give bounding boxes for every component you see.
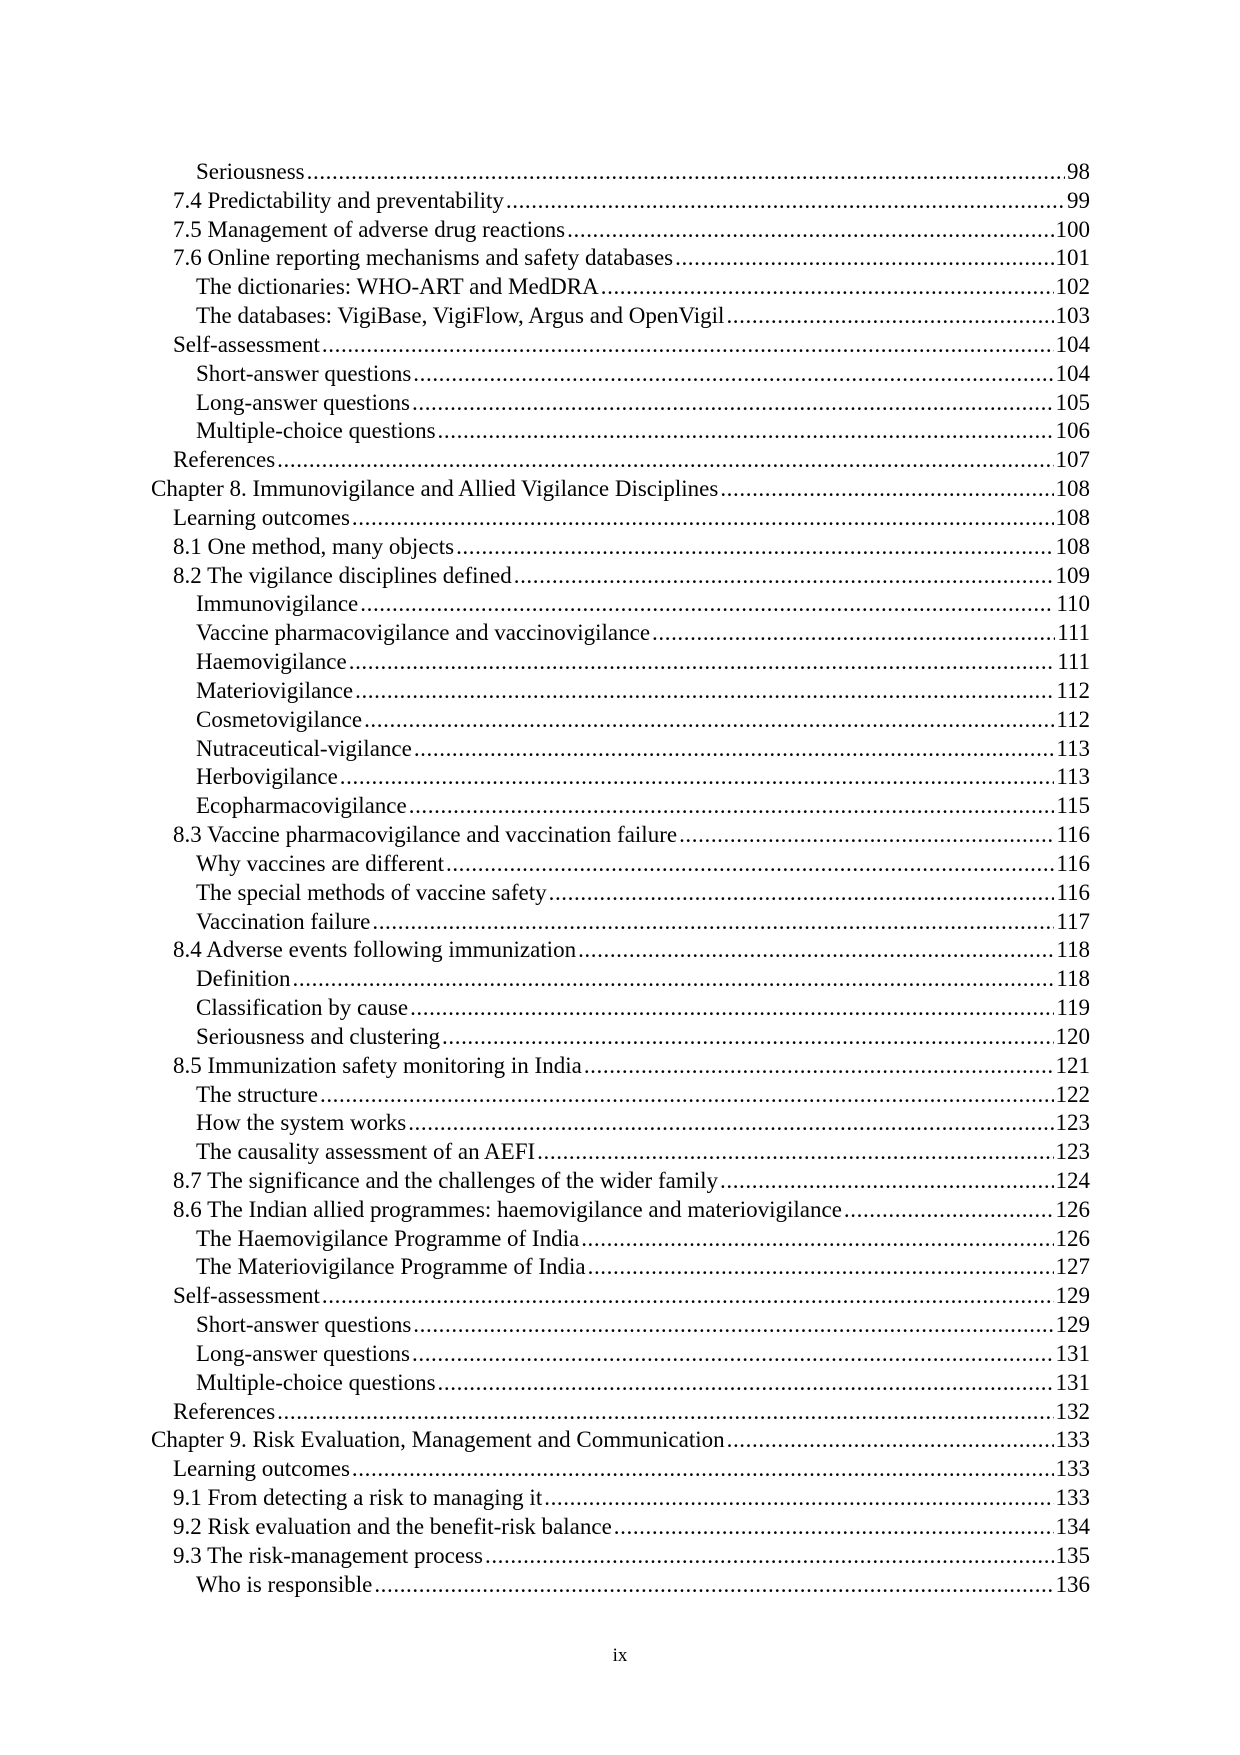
dot-leader xyxy=(442,1023,1053,1052)
dot-leader xyxy=(485,1542,1054,1571)
toc-entry[interactable] xyxy=(151,244,1090,273)
toc-entry-page: 112 xyxy=(1056,706,1090,732)
dot-leader xyxy=(307,158,1065,187)
toc-entry-title: References xyxy=(173,1398,276,1424)
dot-leader xyxy=(410,994,1054,1023)
toc-entry-title: Classification by cause xyxy=(196,995,409,1021)
dot-leader xyxy=(322,1282,1054,1311)
toc-entry-title: 8.4 Adverse events following immunization xyxy=(173,937,577,963)
toc-entry-title: Materiovigilance xyxy=(196,677,354,703)
toc-entry[interactable] xyxy=(151,965,1090,994)
toc-entry-page: 107 xyxy=(1055,447,1090,473)
toc-entry-title: The causality assessment of an AEFI xyxy=(196,1139,536,1165)
dot-leader xyxy=(374,1571,1053,1600)
dot-leader xyxy=(720,475,1053,504)
toc-entry-page: 118 xyxy=(1056,937,1090,963)
toc-entry-page: 131 xyxy=(1055,1369,1090,1395)
toc-entry[interactable] xyxy=(151,1484,1090,1513)
dot-leader xyxy=(588,1253,1054,1282)
toc-entry-page: 123 xyxy=(1055,1139,1090,1165)
toc-entry[interactable] xyxy=(151,936,1090,965)
toc-entry[interactable] xyxy=(151,763,1090,792)
toc-entry-page: 134 xyxy=(1055,1513,1090,1539)
toc-entry[interactable] xyxy=(151,216,1090,245)
dot-leader xyxy=(409,792,1055,821)
toc-entry[interactable] xyxy=(151,908,1090,937)
toc-entry[interactable] xyxy=(151,1196,1090,1225)
toc-entry-page: 111 xyxy=(1057,620,1090,646)
toc-entry[interactable] xyxy=(151,562,1090,591)
toc-entry-title: 8.7 The significance and the challenges of the wider family xyxy=(173,1167,718,1193)
toc-entry-page: 127 xyxy=(1055,1254,1090,1280)
dot-leader xyxy=(614,1513,1054,1542)
dot-leader xyxy=(438,1369,1054,1398)
dot-leader xyxy=(413,360,1053,389)
toc-entry[interactable] xyxy=(151,879,1090,908)
toc-entry[interactable] xyxy=(151,331,1090,360)
toc-entry-title: 7.4 Predictability and preventability xyxy=(173,187,504,213)
toc-entry-page: 116 xyxy=(1056,850,1090,876)
dot-leader xyxy=(506,187,1065,216)
toc-entry[interactable] xyxy=(151,187,1090,216)
dot-leader xyxy=(581,1225,1053,1254)
toc-entry-page: 136 xyxy=(1055,1571,1090,1597)
dot-leader xyxy=(293,965,1055,994)
dot-leader xyxy=(277,1398,1053,1427)
toc-entry-page: 101 xyxy=(1055,245,1090,271)
toc-entry[interactable] xyxy=(151,273,1090,302)
toc-entry-page: 112 xyxy=(1056,677,1090,703)
toc-entry-title: References xyxy=(173,447,276,473)
toc-entry-title: 8.3 Vaccine pharmacovigilance and vaccination failure xyxy=(173,822,678,848)
dot-leader xyxy=(514,562,1054,591)
toc-entry-page: 119 xyxy=(1056,995,1090,1021)
dot-leader xyxy=(537,1138,1053,1167)
toc-entry[interactable] xyxy=(151,1311,1090,1340)
toc-entry-title: Multiple-choice questions xyxy=(196,418,436,444)
toc-entry-page: 105 xyxy=(1055,389,1090,415)
dot-leader xyxy=(412,389,1054,418)
toc-entry-title: Vaccine pharmacovigilance and vaccinovigilance xyxy=(196,620,651,646)
toc-entry-page: 110 xyxy=(1056,591,1090,617)
toc-entry-title: Why vaccines are different xyxy=(196,850,444,876)
toc-entry[interactable] xyxy=(151,1138,1090,1167)
toc-entry[interactable] xyxy=(151,735,1090,764)
toc-entry[interactable] xyxy=(151,792,1090,821)
toc-entry-title: Chapter 9. Risk Evaluation, Management and Communication xyxy=(151,1427,725,1453)
toc-entry-title: Seriousness xyxy=(196,159,305,184)
toc-entry-title: 7.6 Online reporting mechanisms and safety databases xyxy=(173,245,674,271)
toc-entry-title: Self-assessment xyxy=(173,1283,320,1309)
toc-entry[interactable] xyxy=(151,1369,1090,1398)
toc-entry[interactable] xyxy=(151,158,1090,187)
toc-entry-title: 8.6 The Indian allied programmes: haemovigilance and materiovigilance xyxy=(173,1196,842,1222)
toc-entry[interactable] xyxy=(151,1253,1090,1282)
toc-entry-page: 108 xyxy=(1055,533,1090,559)
toc-entry[interactable] xyxy=(151,1052,1090,1081)
toc-entry[interactable] xyxy=(151,994,1090,1023)
dot-leader xyxy=(726,302,1053,331)
toc-entry[interactable] xyxy=(151,1340,1090,1369)
toc-entry[interactable] xyxy=(151,1081,1090,1110)
dot-leader xyxy=(277,446,1053,475)
toc-entry-title: 8.1 One method, many objects xyxy=(173,533,455,559)
toc-entry-page: 115 xyxy=(1056,793,1090,819)
dot-leader xyxy=(446,850,1054,879)
toc-entry[interactable] xyxy=(151,1225,1090,1254)
toc-entry-page: 123 xyxy=(1055,1110,1090,1136)
dot-leader xyxy=(720,1167,1054,1196)
toc-entry-title: Who is responsible xyxy=(196,1571,373,1597)
toc-entry-title: 7.5 Management of adverse drug reactions xyxy=(173,216,566,242)
toc-entry-title: Chapter 8. Immunovigilance and Allied Vigilance Disciplines xyxy=(151,476,719,502)
toc-entry-title: The Haemovigilance Programme of India xyxy=(196,1225,580,1251)
toc-entry-page: 108 xyxy=(1055,504,1090,530)
dot-leader xyxy=(844,1196,1054,1225)
toc-entry[interactable] xyxy=(151,417,1090,446)
toc-entry-page: 129 xyxy=(1055,1283,1090,1309)
toc-entry[interactable] xyxy=(151,706,1090,735)
toc-entry-title: Immunovigilance xyxy=(196,591,359,617)
toc-entry[interactable] xyxy=(151,302,1090,331)
toc-entry[interactable] xyxy=(151,850,1090,879)
toc-entry-page: 108 xyxy=(1055,476,1090,502)
toc-entry-title: 8.5 Immunization safety monitoring in India xyxy=(173,1052,582,1078)
dot-leader xyxy=(601,273,1054,302)
toc-entry[interactable] xyxy=(151,504,1090,533)
toc-entry[interactable] xyxy=(151,1426,1090,1455)
toc-entry-page: 104 xyxy=(1055,360,1090,386)
toc-entry-page: 99 xyxy=(1067,187,1090,213)
toc-entry-title: 9.3 The risk-management process xyxy=(173,1542,483,1568)
dot-leader xyxy=(360,590,1054,619)
dot-leader xyxy=(355,677,1054,706)
toc-entry[interactable] xyxy=(151,648,1090,677)
toc-entry-page: 120 xyxy=(1055,1023,1090,1049)
toc-entry-page: 124 xyxy=(1055,1167,1090,1193)
toc-entry-title: Haemovigilance xyxy=(196,649,347,675)
toc-entry-page: 104 xyxy=(1055,331,1090,357)
toc-entry[interactable] xyxy=(151,1398,1090,1427)
toc-entry[interactable] xyxy=(151,1109,1090,1138)
dot-leader xyxy=(675,244,1053,273)
dot-leader xyxy=(679,821,1054,850)
toc-entry-page: 126 xyxy=(1055,1196,1090,1222)
toc-entry-page: 116 xyxy=(1056,822,1090,848)
dot-leader xyxy=(549,879,1055,908)
toc-entry-title: Long-answer questions xyxy=(196,1340,410,1366)
toc-entry[interactable] xyxy=(151,475,1090,504)
dot-leader xyxy=(352,1455,1054,1484)
toc-entry-title: Learning outcomes xyxy=(173,504,350,530)
dot-leader xyxy=(414,735,1055,764)
toc-entry-page: 133 xyxy=(1055,1485,1090,1511)
toc-entry-page: 113 xyxy=(1056,764,1090,790)
toc-entry-title: Short-answer questions xyxy=(196,360,412,386)
toc-entry-page: 111 xyxy=(1057,649,1090,675)
toc-entry-title: The special methods of vaccine safety xyxy=(196,879,547,905)
toc-entry-title: Long-answer questions xyxy=(196,389,410,415)
toc-entry[interactable] xyxy=(151,1167,1090,1196)
page-number: ix xyxy=(612,1645,628,1666)
toc-entry-page: 116 xyxy=(1056,879,1090,905)
toc-entry[interactable] xyxy=(151,533,1090,562)
toc-entry-page: 113 xyxy=(1056,735,1090,761)
dot-leader xyxy=(340,763,1055,792)
dot-leader xyxy=(408,1109,1053,1138)
toc-entry-title: Herbovigilance xyxy=(196,764,338,790)
dot-leader xyxy=(412,1340,1054,1369)
toc-entry-page: 126 xyxy=(1055,1225,1090,1251)
toc-entry-page: 118 xyxy=(1056,966,1090,992)
toc-entry-page: 102 xyxy=(1055,274,1090,300)
toc-entry-title: 8.2 The vigilance disciplines defined xyxy=(173,562,512,588)
toc-entry-title: The dictionaries: WHO-ART and MedDRA xyxy=(196,274,599,300)
dot-leader xyxy=(322,331,1054,360)
dot-leader xyxy=(364,706,1054,735)
toc-entry-title: Learning outcomes xyxy=(173,1456,350,1482)
dot-leader xyxy=(584,1052,1054,1081)
toc-entry[interactable] xyxy=(151,1571,1090,1600)
toc-entry-title: Cosmetovigilance xyxy=(196,706,363,732)
toc-entry-title: Ecopharmacovigilance xyxy=(196,793,407,819)
toc-entry[interactable] xyxy=(151,1513,1090,1542)
table-of-contents xyxy=(151,158,1090,1599)
toc-entry-page: 109 xyxy=(1055,562,1090,588)
toc-entry[interactable] xyxy=(151,360,1090,389)
toc-entry-title: 9.2 Risk evaluation and the benefit-risk balance xyxy=(173,1513,612,1539)
dot-leader xyxy=(456,533,1053,562)
dot-leader xyxy=(438,417,1054,446)
dot-leader xyxy=(320,1081,1054,1110)
toc-entry-title: The databases: VigiBase, VigiFlow, Argus and OpenVigil xyxy=(196,303,725,329)
toc-entry-page: 98 xyxy=(1067,159,1090,184)
toc-entry-title: Short-answer questions xyxy=(196,1312,412,1338)
toc-entry[interactable] xyxy=(151,1542,1090,1571)
dot-leader xyxy=(544,1484,1053,1513)
dot-leader xyxy=(652,619,1055,648)
toc-entry-title: The structure xyxy=(196,1081,318,1107)
toc-entry-page: 106 xyxy=(1055,418,1090,444)
toc-entry-title: Seriousness and clustering xyxy=(196,1023,441,1049)
toc-entry[interactable] xyxy=(151,590,1090,619)
toc-entry-title: Vaccination failure xyxy=(196,908,371,934)
toc-entry-title: How the system works xyxy=(196,1110,407,1136)
toc-entry-page: 133 xyxy=(1055,1456,1090,1482)
dot-leader xyxy=(349,648,1055,677)
toc-entry[interactable] xyxy=(151,1282,1090,1311)
toc-entry-title: 9.1 From detecting a risk to managing it xyxy=(173,1485,543,1511)
toc-entry-page: 122 xyxy=(1055,1081,1090,1107)
toc-entry[interactable] xyxy=(151,619,1090,648)
toc-entry-page: 103 xyxy=(1055,303,1090,329)
toc-entry-title: Nutraceutical-vigilance xyxy=(196,735,412,761)
toc-entry[interactable] xyxy=(151,446,1090,475)
toc-entry-page: 100 xyxy=(1055,216,1090,242)
toc-entry-page: 117 xyxy=(1056,908,1090,934)
toc-entry-page: 129 xyxy=(1055,1312,1090,1338)
toc-entry-page: 132 xyxy=(1055,1398,1090,1424)
dot-leader xyxy=(352,504,1054,533)
toc-entry[interactable] xyxy=(151,1455,1090,1484)
dot-leader xyxy=(727,1426,1054,1455)
toc-entry-page: 131 xyxy=(1055,1340,1090,1366)
toc-entry-page: 133 xyxy=(1055,1427,1090,1453)
toc-entry-title: Definition xyxy=(196,966,291,992)
dot-leader xyxy=(413,1311,1053,1340)
dot-leader xyxy=(372,908,1054,937)
dot-leader xyxy=(567,216,1053,245)
toc-entry-title: The Materiovigilance Programme of India xyxy=(196,1254,586,1280)
toc-entry[interactable] xyxy=(151,389,1090,418)
toc-entry-page: 135 xyxy=(1055,1542,1090,1568)
toc-entry-title: Multiple-choice questions xyxy=(196,1369,436,1395)
toc-entry[interactable] xyxy=(151,677,1090,706)
toc-entry-title: Self-assessment xyxy=(173,331,320,357)
toc-entry-page: 121 xyxy=(1055,1052,1090,1078)
dot-leader xyxy=(578,936,1054,965)
toc-entry[interactable] xyxy=(151,821,1090,850)
toc-entry[interactable] xyxy=(151,1023,1090,1052)
